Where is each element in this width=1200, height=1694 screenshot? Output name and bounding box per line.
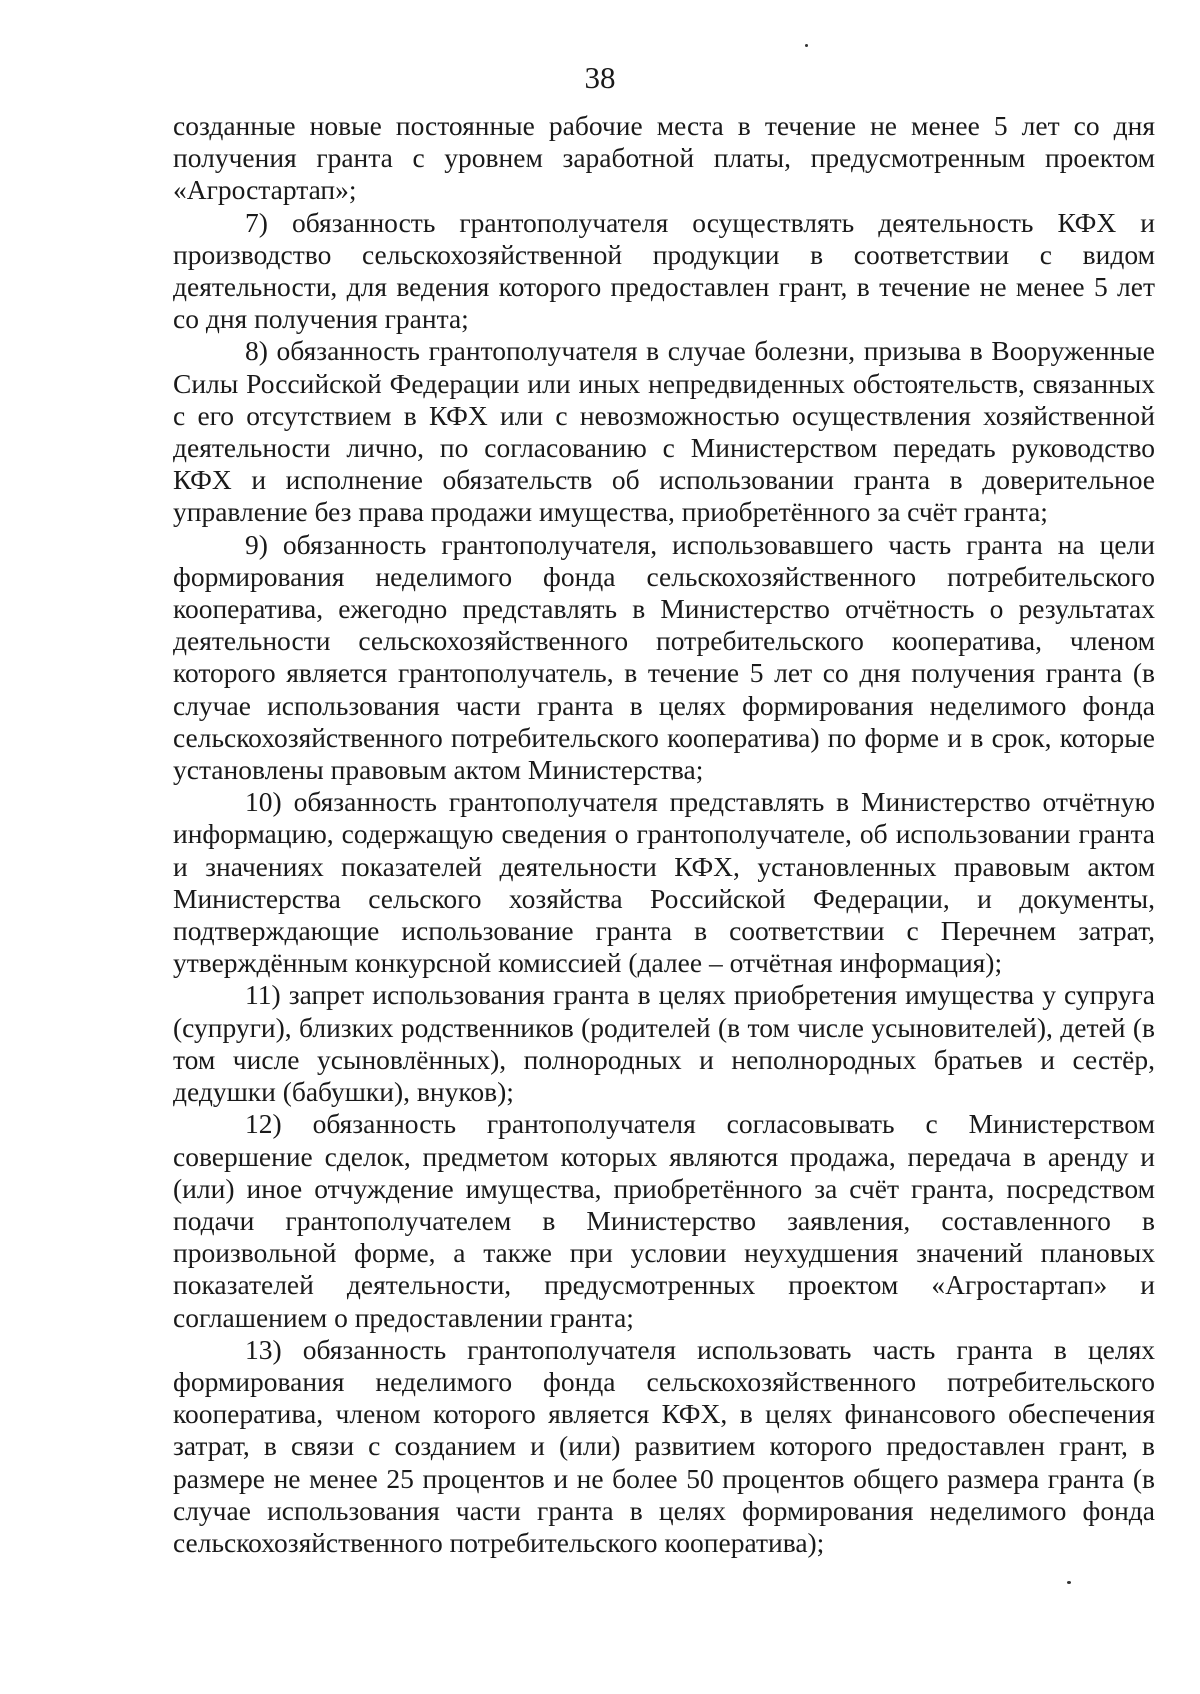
document-body bbox=[173, 110, 1155, 1559]
scan-speck bbox=[805, 44, 808, 47]
paragraph-continuation: созданные новые постоянные рабочие места в течение не менее 5 лет со дня получения гранта с уровнем заработной платы, предусмотренным проектом «Агростартап»; bbox=[173, 110, 1155, 206]
paragraph-item-10: 10) обязанность грантополучателя представлять в Министерство отчётную информацию, содержащую сведения о грантополучателе, об использовании гранта и значениях показателей деятельности КФХ, установленных правовым актом Министерства сельского хозяйства Российской Федерации, и документы, подтверждающие использование гранта в соответствии с Перечнем затрат, утверждённым конкурсной комиссией (далее – отчётная информация); bbox=[173, 786, 1155, 979]
paragraph-item-12: 12) обязанность грантополучателя согласовывать с Министерством совершение сделок, предметом которых являются продажа, передача в аренду и (или) иное отчуждение имущества, приобретённого за счёт гранта, посредством подачи грантополучателем в Министерство заявления, составленного в произвольной форме, а также при условии неухудшения значений плановых показателей деятельности, предусмотренных проектом «Агростартап» и соглашением о предоставлении гранта; bbox=[173, 1108, 1155, 1333]
paragraph-item-8: 8) обязанность грантополучателя в случае болезни, призыва в Вооруженные Силы Российской Федерации или иных непредвиденных обстоятельств, связанных с его отсутствием в КФХ или с невозможностью осуществления хозяйственной деятельности лично, по согласованию с Министерством передать руководство КФХ и исполнение обязательств об использовании гранта в доверительное управление без права продажи имущества, приобретённого за счёт гранта; bbox=[173, 335, 1155, 528]
paragraph-item-9: 9) обязанность грантополучателя, использовавшего часть гранта на цели формирования неделимого фонда сельскохозяйственного потребительского кооператива, ежегодно представлять в Министерство отчётность о результатах деятельности сельскохозяйственного потребительского кооператива, членом которого является грантополучатель, в течение 5 лет со дня получения гранта (в случае использования части гранта в целях формирования неделимого фонда сельскохозяйственного потребительского кооператива) по форме и в срок, которые установлены правовым актом Министерства; bbox=[173, 528, 1155, 786]
paragraph-item-13: 13) обязанность грантополучателя использовать часть гранта в целях формирования неделимого фонда сельскохозяйственного потребительского кооператива, членом которого является КФХ, в целях финансового обеспечения затрат, в связи с созданием и (или) развитием которого предоставлен грант, в размере не менее 25 процентов и не более 50 процентов общего размера гранта (в случае использования части гранта в целях формирования неделимого фонда сельскохозяйственного потребительского кооператива); bbox=[173, 1333, 1155, 1558]
paragraph-item-7: 7) обязанность грантополучателя осуществлять деятельность КФХ и производство сельскохозяйственной продукции в соответствии с видом деятельности, для ведения которого предоставлен грант, в течение не менее 5 лет со дня получения гранта; bbox=[173, 206, 1155, 335]
paragraph-item-11: 11) запрет использования гранта в целях приобретения имущества у супруга (супруги), близких родственников (родителей (в том числе усыновителей), детей (в том числе усыновлённых), полнородных и неполнородных братьев и сестёр, дедушки (бабушки), внуков); bbox=[173, 979, 1155, 1108]
page-number: 38 bbox=[584, 60, 616, 95]
scan-speck bbox=[1067, 1581, 1071, 1584]
